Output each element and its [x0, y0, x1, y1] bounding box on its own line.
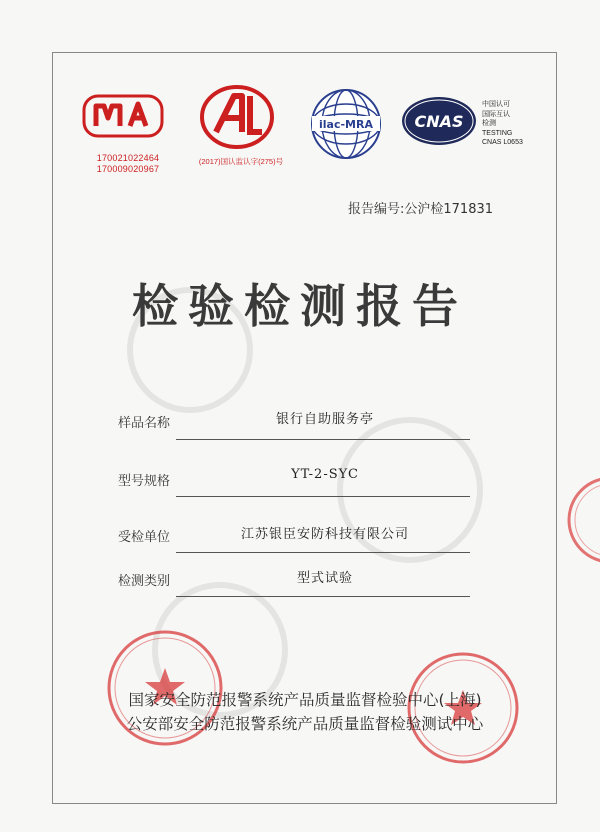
red-seal-edge-icon [566, 475, 600, 565]
cnas-side-line: 检测 [482, 120, 496, 127]
svg-text:CNAS: CNAS [414, 112, 464, 131]
ilac-mra-logo-icon [306, 88, 386, 160]
field-value-model: YT-2-SYC [291, 467, 359, 482]
field-label-inspected-unit: 受检单位 [118, 530, 171, 545]
cal-accreditation-text: (2017)国认监认字(275)号 [198, 157, 284, 166]
field-underline [176, 496, 470, 497]
field-value-test-category: 型式试验 [296, 571, 353, 586]
field-value-inspected-unit: 江苏银臣安防科技有限公司 [240, 527, 409, 542]
cal-logo-icon [198, 82, 276, 152]
field-underline [176, 596, 470, 597]
cma-code-2: 170009020967 [96, 164, 160, 174]
cma-logo-icon [82, 92, 164, 140]
svg-text:ilac-MRA: ilac-MRA [319, 118, 373, 131]
cnas-side-line: 中国认可 [482, 101, 510, 108]
field-underline [176, 552, 470, 553]
cnas-side-line: CNAS L0653 [482, 139, 523, 146]
report-title: 检验检测报告 [132, 279, 468, 333]
field-label-model: 型号规格 [118, 474, 171, 489]
cnas-side-line: 国际互认 [482, 110, 510, 118]
cma-code-1: 170021022464 [96, 153, 160, 163]
cnas-logo-icon [400, 95, 478, 147]
field-label-sample-name: 样品名称 [118, 416, 171, 431]
cnas-side-text [482, 100, 523, 148]
field-underline [176, 439, 470, 440]
field-label-test-category: 检测类别 [118, 574, 171, 589]
report-number: 报告编号:公沪检171831 [348, 202, 494, 217]
cnas-side-line: TESTING [482, 129, 513, 137]
issuer-line-1: 国家安全防范报警系统产品质量监督检验中心(上海) [128, 691, 482, 709]
field-value-sample-name: 银行自助服务亭 [275, 412, 374, 427]
issuer-line-2: 公安部安全防范报警系统产品质量监督检验测试中心 [126, 715, 484, 733]
